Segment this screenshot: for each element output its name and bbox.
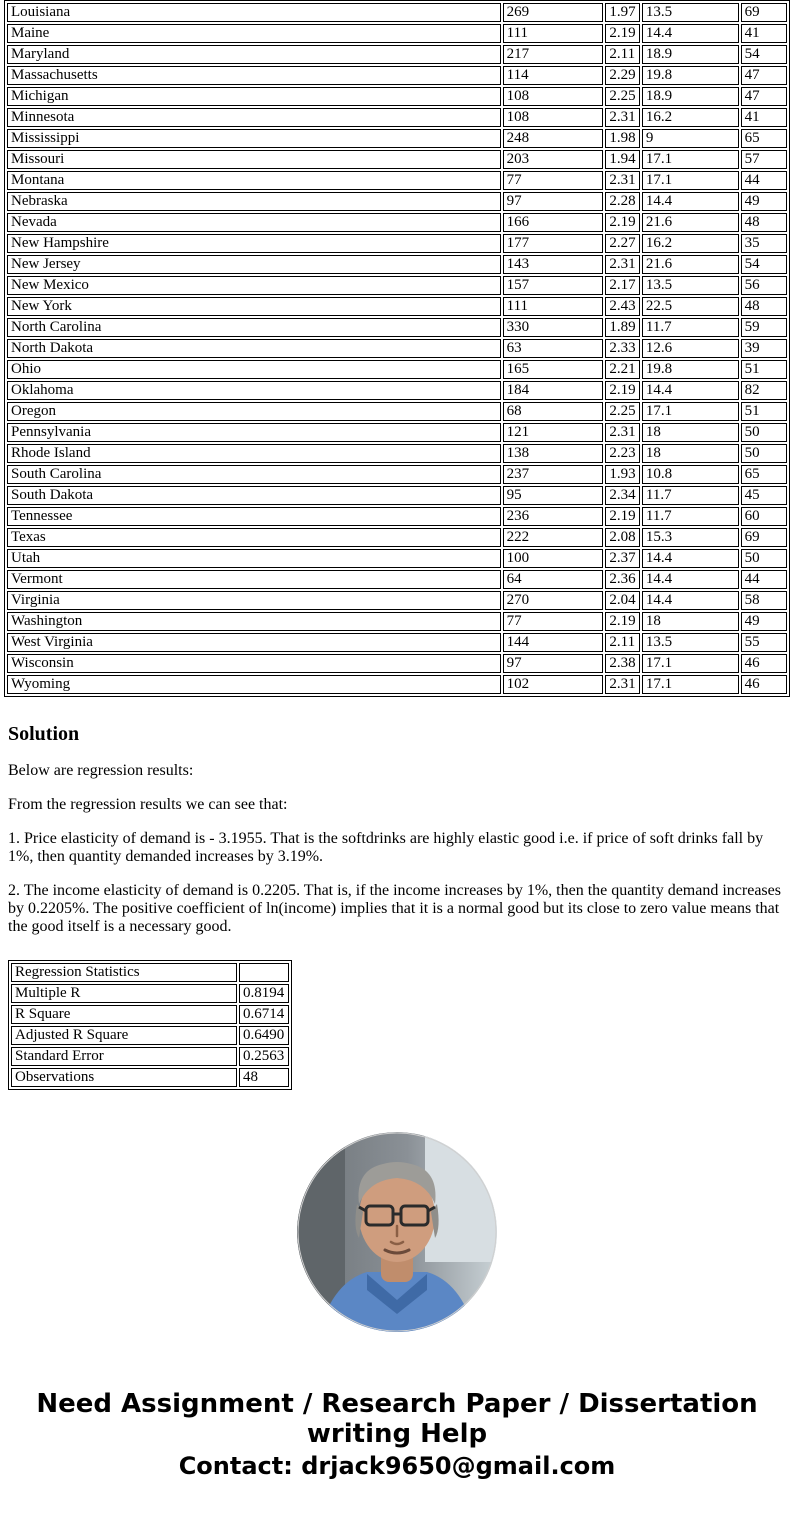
value-cell: 2.19 [605,507,640,526]
value-cell: 18.9 [642,87,739,106]
value-cell: 114 [503,66,604,85]
paragraph-price-elasticity: 1. Price elasticity of demand is - 3.1955. That is the softdrinks are highly elastic good i.e. if price of soft drinks fall by 1%, then quantity demanded increases by 3.19%. [8,830,764,865]
value-cell: 11.7 [642,486,739,505]
state-name-cell: Tennessee [7,507,501,526]
value-cell: 22.5 [642,297,739,316]
table-row [7,423,787,442]
state-name-cell: South Carolina [7,465,501,484]
value-cell: 47 [741,66,787,85]
table-row [7,213,787,232]
value-cell: 49 [741,612,787,631]
value-cell: 2.23 [605,444,640,463]
value-cell: 11.7 [642,318,739,337]
value-cell: 2.21 [605,360,640,379]
value-cell: 121 [503,423,604,442]
value-cell: 2.36 [605,570,640,589]
table-row [7,444,787,463]
value-cell: 44 [741,171,787,190]
table-row [7,234,787,253]
value-cell: 60 [741,507,787,526]
table-row [7,129,787,148]
value-cell: 50 [741,423,787,442]
footer-heading: Need Assignment / Research Paper / Dissertation writing Help [36,1389,758,1449]
state-name-cell: Massachusetts [7,66,501,85]
value-cell: 217 [503,45,604,64]
value-cell: 14.4 [642,549,739,568]
value-cell: 10.8 [642,465,739,484]
value-cell: 41 [741,108,787,127]
state-name-cell: Louisiana [7,3,501,22]
value-cell: 13.5 [642,633,739,652]
table-row [7,276,787,295]
table-row [7,486,787,505]
state-name-cell: Rhode Island [7,444,501,463]
value-cell: 56 [741,276,787,295]
value-cell: 9 [642,129,739,148]
value-cell: 2.11 [605,633,640,652]
value-cell: 236 [503,507,604,526]
value-cell: 143 [503,255,604,274]
value-cell: 14.4 [642,192,739,211]
value-cell: 68 [503,402,604,421]
regression-table-body [11,984,289,1087]
value-cell: 222 [503,528,604,547]
stat-value-cell: 0.6714 [239,1005,289,1024]
value-cell: 18 [642,423,739,442]
value-cell: 2.19 [605,24,640,43]
value-cell: 1.93 [605,465,640,484]
table-row [11,984,289,1003]
value-cell: 18 [642,612,739,631]
value-cell: 2.11 [605,45,640,64]
value-cell: 100 [503,549,604,568]
value-cell: 15.3 [642,528,739,547]
table-row [7,45,787,64]
avatar-container [4,1132,790,1337]
state-name-cell: North Dakota [7,339,501,358]
state-name-cell: Pennsylvania [7,423,501,442]
table-row [7,612,787,631]
value-cell: 184 [503,381,604,400]
table-row [7,24,787,43]
value-cell: 2.08 [605,528,640,547]
regression-stats-title: Regression Statistics [11,963,237,982]
state-name-cell: Missouri [7,150,501,169]
value-cell: 65 [741,129,787,148]
state-name-cell: Oregon [7,402,501,421]
table-row [7,360,787,379]
state-name-cell: Nebraska [7,192,501,211]
value-cell: 237 [503,465,604,484]
value-cell: 49 [741,192,787,211]
value-cell: 144 [503,633,604,652]
table-row [7,297,787,316]
value-cell: 54 [741,255,787,274]
value-cell: 2.31 [605,171,640,190]
value-cell: 69 [741,3,787,22]
value-cell: 1.97 [605,3,640,22]
value-cell: 2.38 [605,654,640,673]
state-name-cell: Mississippi [7,129,501,148]
value-cell: 95 [503,486,604,505]
state-name-cell: New Jersey [7,255,501,274]
value-cell: 63 [503,339,604,358]
value-cell: 77 [503,171,604,190]
value-cell: 248 [503,129,604,148]
value-cell: 2.17 [605,276,640,295]
value-cell: 1.94 [605,150,640,169]
value-cell: 270 [503,591,604,610]
value-cell: 58 [741,591,787,610]
state-table-body [7,3,787,694]
value-cell: 1.89 [605,318,640,337]
value-cell: 2.29 [605,66,640,85]
value-cell: 69 [741,528,787,547]
value-cell: 17.1 [642,150,739,169]
state-name-cell: Montana [7,171,501,190]
value-cell: 2.25 [605,87,640,106]
paragraph-income-elasticity: 2. The income elasticity of demand is 0.2205. That is, if the income increases by 1%, then the quantity demand increases by 0.2205%. The positive coefficient of ln(income) implies that it is a normal good but its close to zero value means that the good itself is a necessary good. [8,882,781,935]
value-cell: 138 [503,444,604,463]
value-cell: 13.5 [642,276,739,295]
table-row [7,66,787,85]
value-cell: 14.4 [642,381,739,400]
table-row [7,108,787,127]
value-cell: 19.8 [642,360,739,379]
value-cell: 48 [741,297,787,316]
value-cell: 57 [741,150,787,169]
state-name-cell: Michigan [7,87,501,106]
state-name-cell: West Virginia [7,633,501,652]
value-cell: 45 [741,486,787,505]
value-cell: 16.2 [642,234,739,253]
value-cell: 64 [503,570,604,589]
table-row [7,675,787,694]
value-cell: 82 [741,381,787,400]
table-row [11,963,289,982]
table-row [7,591,787,610]
value-cell: 2.27 [605,234,640,253]
avatar [297,1132,497,1332]
value-cell: 97 [503,654,604,673]
stat-value-cell: 0.6490 [239,1026,289,1045]
stat-label-cell: Observations [11,1068,237,1087]
value-cell: 16.2 [642,108,739,127]
value-cell: 166 [503,213,604,232]
table-row [7,549,787,568]
state-name-cell: Texas [7,528,501,547]
value-cell: 2.19 [605,213,640,232]
value-cell: 21.6 [642,213,739,232]
table-row [7,381,787,400]
value-cell: 17.1 [642,654,739,673]
value-cell: 39 [741,339,787,358]
state-name-cell: Wyoming [7,675,501,694]
value-cell: 18.9 [642,45,739,64]
table-row [7,255,787,274]
value-cell: 2.31 [605,255,640,274]
value-cell: 2.43 [605,297,640,316]
footer-promo [4,1389,790,1511]
value-cell: 54 [741,45,787,64]
state-name-cell: Maryland [7,45,501,64]
value-cell: 102 [503,675,604,694]
stat-value-cell: 0.2563 [239,1047,289,1066]
table-row [7,171,787,190]
value-cell: 35 [741,234,787,253]
state-name-cell: Wisconsin [7,654,501,673]
regression-stats-table [8,960,292,1090]
value-cell: 2.19 [605,612,640,631]
table-row [11,1068,289,1087]
value-cell: 21.6 [642,255,739,274]
stat-value-cell: 48 [239,1068,289,1087]
value-cell: 51 [741,360,787,379]
value-cell: 14.4 [642,24,739,43]
value-cell: 51 [741,402,787,421]
value-cell: 1.98 [605,129,640,148]
paragraph-intro: Below are regression results: [8,762,194,779]
value-cell: 2.37 [605,549,640,568]
state-name-cell: Oklahoma [7,381,501,400]
table-row [7,633,787,652]
value-cell: 108 [503,108,604,127]
value-cell: 2.34 [605,486,640,505]
value-cell: 55 [741,633,787,652]
table-row [7,402,787,421]
value-cell: 330 [503,318,604,337]
table-row [7,3,787,22]
stat-label-cell: R Square [11,1005,237,1024]
state-name-cell: New York [7,297,501,316]
table-row [11,1026,289,1045]
table-row [7,150,787,169]
solution-heading: Solution [8,723,80,745]
value-cell: 17.1 [642,675,739,694]
value-cell: 2.31 [605,675,640,694]
value-cell: 47 [741,87,787,106]
stat-label-cell: Standard Error [11,1047,237,1066]
stat-label-cell: Adjusted R Square [11,1026,237,1045]
state-name-cell: Vermont [7,570,501,589]
value-cell: 41 [741,24,787,43]
value-cell: 111 [503,297,604,316]
portrait-photo-icon [297,1132,497,1332]
value-cell: 2.31 [605,108,640,127]
value-cell: 11.7 [642,507,739,526]
contact-line: Contact: drjack9650@gmail.com [178,1452,616,1480]
value-cell: 65 [741,465,787,484]
paragraph-lead: From the regression results we can see that: [8,796,288,813]
state-name-cell: New Hampshire [7,234,501,253]
state-name-cell: Washington [7,612,501,631]
value-cell: 97 [503,192,604,211]
value-cell: 108 [503,87,604,106]
value-cell: 44 [741,570,787,589]
value-cell: 50 [741,549,787,568]
value-cell: 2.19 [605,381,640,400]
stat-value-cell: 0.8194 [239,984,289,1003]
state-name-cell: New Mexico [7,276,501,295]
stat-label-cell: Multiple R [11,984,237,1003]
table-row [7,654,787,673]
value-cell: 17.1 [642,402,739,421]
state-name-cell: Nevada [7,213,501,232]
value-cell: 2.04 [605,591,640,610]
value-cell: 59 [741,318,787,337]
value-cell: 2.33 [605,339,640,358]
state-name-cell: North Carolina [7,318,501,337]
table-row [11,1005,289,1024]
value-cell: 2.25 [605,402,640,421]
table-row [11,1047,289,1066]
table-row [7,318,787,337]
value-cell: 46 [741,675,787,694]
state-name-cell: Minnesota [7,108,501,127]
table-row [7,528,787,547]
value-cell: 12.6 [642,339,739,358]
value-cell: 203 [503,150,604,169]
state-data-table [4,0,790,697]
value-cell: 13.5 [642,3,739,22]
table-row [7,87,787,106]
value-cell: 157 [503,276,604,295]
table-row [7,192,787,211]
table-row [7,339,787,358]
value-cell: 2.28 [605,192,640,211]
value-cell: 2.31 [605,423,640,442]
value-cell: 18 [642,444,739,463]
empty-cell [239,963,289,982]
value-cell: 165 [503,360,604,379]
table-row [7,570,787,589]
table-row [7,507,787,526]
value-cell: 14.4 [642,570,739,589]
state-name-cell: Utah [7,549,501,568]
state-name-cell: Maine [7,24,501,43]
state-name-cell: Virginia [7,591,501,610]
value-cell: 77 [503,612,604,631]
value-cell: 19.8 [642,66,739,85]
value-cell: 269 [503,3,604,22]
value-cell: 17.1 [642,171,739,190]
value-cell: 46 [741,654,787,673]
value-cell: 14.4 [642,591,739,610]
state-name-cell: Ohio [7,360,501,379]
table-row [7,465,787,484]
value-cell: 111 [503,24,604,43]
value-cell: 50 [741,444,787,463]
value-cell: 177 [503,234,604,253]
value-cell: 48 [741,213,787,232]
state-name-cell: South Dakota [7,486,501,505]
